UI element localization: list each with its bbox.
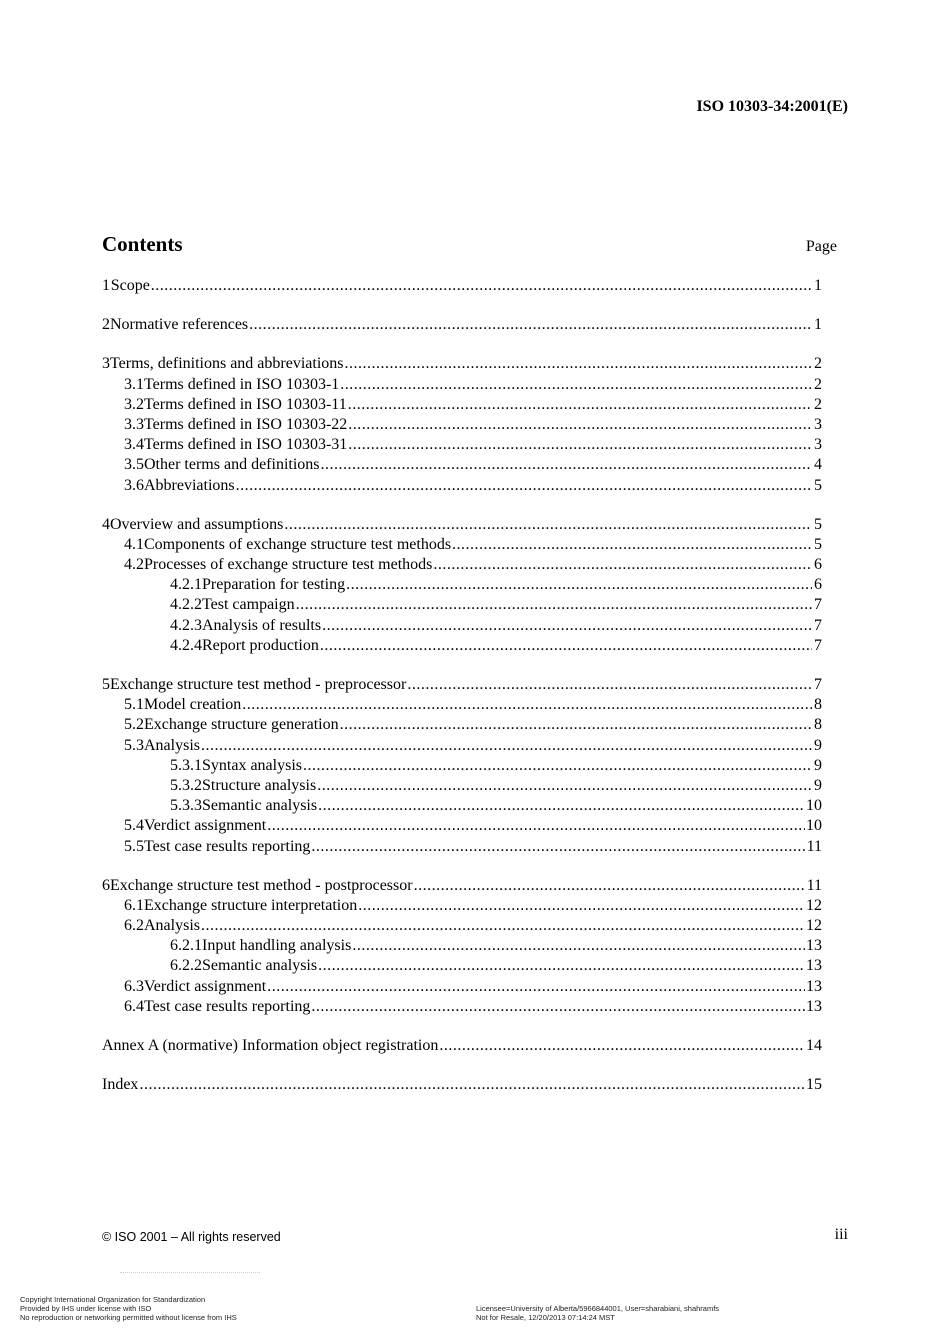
toc-entry-title: Other terms and definitions [144, 456, 320, 474]
toc-entry[interactable] [102, 354, 822, 374]
toc-group [102, 1075, 822, 1095]
toc-entry-page: 9 [814, 736, 822, 754]
toc-entry-title: Analysis [144, 917, 200, 935]
toc-dot-leader [348, 395, 812, 415]
toc-dot-leader [284, 515, 812, 535]
toc-entry[interactable] [102, 977, 822, 997]
toc-entry-number: 4.2 [124, 556, 144, 574]
toc-entry-page: 12 [806, 896, 822, 914]
toc-entry-page: 13 [806, 937, 822, 955]
toc-entry-page: 3 [814, 415, 822, 433]
toc-entry[interactable] [102, 997, 822, 1017]
toc-entry-title: Analysis of results [202, 616, 322, 634]
toc-entry-title: Terms defined in ISO 10303-22 [144, 415, 348, 433]
toc-dot-leader [318, 956, 805, 976]
toc-dot-leader [318, 796, 805, 816]
toc-entry[interactable] [102, 695, 822, 715]
toc-entry[interactable] [102, 515, 822, 535]
toc-entry[interactable] [102, 715, 822, 735]
toc-dot-leader [267, 816, 805, 836]
toc-dot-leader [348, 435, 812, 455]
toc-entry[interactable] [102, 816, 822, 836]
toc-entry-number: 1 [102, 277, 110, 294]
toc-entry[interactable] [102, 476, 822, 496]
toc-entry[interactable] [102, 736, 822, 756]
toc-entry-page: 7 [814, 596, 822, 614]
toc-entry[interactable] [102, 575, 822, 595]
toc-entry-page: 13 [806, 997, 822, 1015]
toc-entry-page: 8 [814, 716, 822, 734]
toc-entry[interactable] [102, 395, 822, 415]
toc-entry-number: 3.6 [124, 476, 144, 494]
toc-entry-page: 11 [806, 837, 822, 855]
document-id: ISO 10303-34:2001(E) [696, 98, 848, 115]
toc-entry-page: 7 [814, 616, 822, 634]
toc-entry-title: Processes of exchange structure test methods [144, 556, 433, 574]
toc-entry-page: 6 [814, 556, 822, 574]
toc-entry-title: Verdict assignment [144, 817, 267, 835]
toc-entry-number: 4.1 [124, 535, 144, 553]
toc-dot-leader [311, 997, 805, 1017]
toc-entry[interactable] [102, 1036, 822, 1056]
toc-entry[interactable] [102, 435, 822, 455]
toc-entry-title: Abbreviations [144, 476, 235, 494]
toc-group [102, 1036, 822, 1056]
toc-entry-number: 5.3.2 [170, 776, 202, 794]
toc-entry-page: 3 [814, 436, 822, 454]
toc-dot-leader [452, 535, 812, 555]
toc-dot-leader [358, 896, 805, 916]
footer-page-number: iii [834, 1226, 848, 1243]
toc-dot-leader [320, 636, 812, 656]
toc-entry-page: 4 [814, 456, 822, 474]
toc-dot-leader [311, 837, 805, 857]
toc-entry-title: Semantic analysis [202, 797, 318, 815]
toc-entry[interactable] [102, 595, 822, 615]
toc-dot-leader [321, 455, 812, 475]
toc-dot-leader [407, 675, 812, 695]
toc-entry[interactable] [102, 636, 822, 656]
toc-entry-title: Exchange structure test method - preprocessor [110, 676, 407, 693]
footer-copyright: © ISO 2001 – All rights reserved [102, 1230, 281, 1244]
toc-entry-title: Analysis [144, 736, 200, 754]
toc-entry-title: Model creation [144, 696, 242, 714]
toc-entry-number: 3.3 [124, 415, 144, 433]
toc-entry[interactable] [102, 535, 822, 555]
toc-entry-title: Scope [110, 277, 150, 294]
toc-entry-page: 5 [814, 515, 822, 533]
toc-entry[interactable] [102, 956, 822, 976]
toc-entry-number: 3.2 [124, 395, 144, 413]
toc-entry-title: Input handling analysis [202, 937, 352, 955]
toc-entry-page: 5 [814, 535, 822, 553]
license-line: Copyright International Organization for Standardization [20, 1295, 206, 1304]
toc-entry-number: 6.2.1 [170, 937, 202, 955]
toc-group [102, 515, 822, 656]
toc-entry-number: 4.2.1 [170, 576, 202, 594]
toc-entry-number: 6.4 [124, 997, 144, 1015]
toc-entry[interactable] [102, 876, 822, 896]
toc-dot-leader [322, 616, 812, 636]
toc-entry-number: 6.2 [124, 917, 144, 935]
toc-entry-number: 5.3.3 [170, 797, 202, 815]
toc-entry-page: 1 [814, 277, 822, 294]
toc-entry-page: 13 [806, 957, 822, 975]
toc-entry-number: 6.1 [124, 896, 144, 914]
toc-entry-page: 11 [806, 876, 822, 894]
toc-entry-number: 5.3.1 [170, 756, 202, 774]
toc-dot-leader [236, 476, 812, 496]
toc-entry-title: Test campaign [202, 596, 295, 614]
toc-entry-title: Terms defined in ISO 10303-31 [144, 436, 348, 454]
toc-entry-number: 4.2.3 [170, 616, 202, 634]
toc-entry[interactable] [102, 675, 822, 695]
toc-dot-leader [348, 415, 812, 435]
license-line: Not for Resale, 12/20/2013 07:14:24 MST [476, 1313, 615, 1322]
toc-entry-number: 6.3 [124, 977, 144, 995]
toc-dot-leader [433, 555, 812, 575]
toc-entry-title: Components of exchange structure test methods [144, 535, 452, 553]
toc-group [102, 315, 822, 335]
toc-dot-leader [346, 575, 812, 595]
toc-entry-number: 3.5 [124, 456, 144, 474]
toc-entry-page: 7 [814, 676, 822, 693]
toc-dot-leader [340, 715, 812, 735]
toc-entry-page: 6 [814, 576, 822, 594]
toc-entry-title: Index [102, 1076, 139, 1094]
toc-dot-leader [317, 776, 812, 796]
toc-entry[interactable] [102, 315, 822, 335]
toc-dot-leader [439, 1036, 805, 1056]
toc-entry[interactable] [102, 916, 822, 936]
toc-entry-number: 5 [102, 676, 110, 693]
toc-entry-number: 2 [102, 316, 110, 334]
toc-entry-number: 5.5 [124, 837, 144, 855]
toc-entry-title: Report production [202, 636, 319, 654]
toc-entry-title: Preparation for testing [202, 576, 346, 594]
toc-group [102, 276, 822, 296]
toc-entry-number: 4.2.2 [170, 596, 202, 614]
decorative-dotted-line [120, 1272, 260, 1274]
toc-entry[interactable] [102, 616, 822, 636]
toc-group [102, 876, 822, 1017]
toc-entry-number: 5.3 [124, 736, 144, 754]
toc-entry-title: Overview and assumptions [110, 515, 284, 533]
toc-dot-leader [139, 1075, 805, 1095]
toc-entry-title: Test case results reporting [144, 837, 311, 855]
toc-entry-title: Structure analysis [202, 776, 317, 794]
toc-dot-leader [201, 916, 805, 936]
toc-dot-leader [151, 276, 812, 296]
toc-dot-leader [296, 595, 812, 615]
toc-entry-number: 5.2 [124, 716, 144, 734]
contents-heading: Contents [102, 232, 183, 256]
toc-entry-page: 2 [814, 355, 822, 373]
toc-entry[interactable] [102, 415, 822, 435]
toc-entry[interactable] [102, 555, 822, 575]
toc-entry[interactable] [102, 837, 822, 857]
toc-entry-number: 6.2.2 [170, 957, 202, 975]
toc-entry-title: Verdict assignment [144, 977, 267, 995]
toc-dot-leader [340, 375, 812, 395]
toc-entry-title: Annex A (normative) Information object registration [102, 1037, 439, 1054]
toc-entry[interactable] [102, 756, 822, 776]
toc-entry-number: 4 [102, 515, 110, 533]
toc-entry-title: Terms defined in ISO 10303-1 [144, 375, 340, 393]
toc-entry-number: 3 [102, 355, 110, 373]
license-line: Licensee=University of Alberta/5966844001, User=sharabiani, shahramfs [476, 1304, 720, 1313]
toc-entry-page: 9 [814, 756, 822, 774]
toc-entry-page: 10 [806, 817, 822, 835]
toc-entry[interactable] [102, 1075, 822, 1095]
toc-dot-leader [414, 876, 806, 896]
toc-entry-number: 4.2.4 [170, 636, 202, 654]
toc-dot-leader [267, 977, 805, 997]
toc-entry-title: Test case results reporting [144, 997, 311, 1015]
toc-dot-leader [249, 315, 812, 335]
toc-entry-title: Terms, definitions and abbreviations [110, 355, 344, 373]
toc-entry-page: 12 [806, 917, 822, 935]
toc-dot-leader [345, 354, 813, 374]
toc-entry-number: 3.1 [124, 375, 144, 393]
toc-entry-title: Exchange structure test method - postprocessor [110, 876, 413, 894]
toc-group [102, 675, 822, 857]
toc-entry-title: Semantic analysis [202, 957, 318, 975]
toc-entry-title: Syntax analysis [202, 756, 302, 774]
toc-entry-title: Exchange structure generation [144, 716, 339, 734]
toc-entry-page: 15 [806, 1076, 822, 1094]
toc-dot-leader [303, 756, 812, 776]
toc-entry[interactable] [102, 776, 822, 796]
toc-entry[interactable] [102, 936, 822, 956]
toc-entry-page: 8 [814, 696, 822, 714]
license-line: Provided by IHS under license with ISO [20, 1304, 152, 1313]
toc-entry-title: Terms defined in ISO 10303-11 [144, 395, 347, 413]
toc-entry[interactable] [102, 276, 822, 296]
toc-entry[interactable] [102, 375, 822, 395]
toc-entry[interactable] [102, 796, 822, 816]
license-notice-right [476, 1304, 719, 1322]
license-line: No reproduction or networking permitted without license from IHS [20, 1313, 237, 1322]
toc-entry-page: 7 [814, 636, 822, 654]
table-of-contents [102, 276, 822, 1114]
toc-entry-number: 6 [102, 876, 110, 894]
toc-entry-page: 9 [814, 776, 822, 794]
toc-dot-leader [201, 736, 812, 756]
toc-entry-page: 10 [806, 797, 822, 815]
toc-entry[interactable] [102, 455, 822, 475]
toc-entry-page: 5 [814, 476, 822, 494]
toc-group [102, 354, 822, 495]
toc-entry[interactable] [102, 896, 822, 916]
toc-entry-page: 13 [806, 977, 822, 995]
toc-entry-page: 2 [814, 375, 822, 393]
license-notice-left [20, 1295, 237, 1322]
page-column-label: Page [805, 238, 837, 255]
toc-entry-title: Exchange structure interpretation [144, 896, 358, 914]
toc-entry-page: 14 [806, 1037, 822, 1054]
toc-entry-page: 2 [814, 395, 822, 413]
toc-dot-leader [352, 936, 805, 956]
toc-entry-title: Normative references [110, 316, 249, 334]
toc-entry-number: 3.4 [124, 436, 144, 454]
toc-entry-number: 5.4 [124, 817, 144, 835]
toc-dot-leader [242, 695, 812, 715]
toc-entry-page: 1 [814, 316, 822, 334]
toc-entry-number: 5.1 [124, 696, 144, 714]
